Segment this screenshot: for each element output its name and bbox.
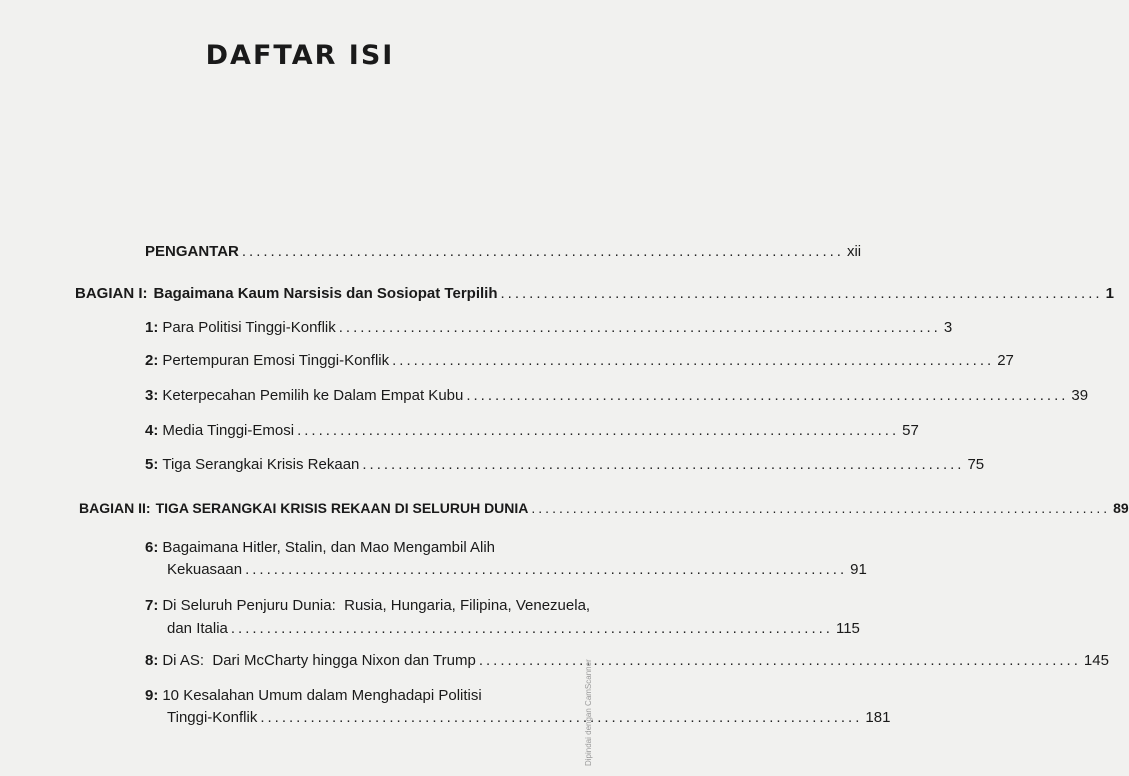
- toc-chapter-page: 75: [967, 456, 985, 473]
- toc-chapter-8[interactable]: [145, 651, 1109, 671]
- dot-leader: ....................................................................................: [230, 620, 833, 637]
- toc-entry-title: PENGANTAR: [145, 243, 239, 260]
- toc-chapter-2[interactable]: [145, 351, 1014, 371]
- toc-part-1[interactable]: [75, 284, 1114, 304]
- toc-chapter-title-cont: Tinggi-Konflik: [167, 709, 258, 726]
- toc-chapter-page: 3: [943, 319, 953, 336]
- toc-chapter-page: 145: [1083, 652, 1109, 669]
- toc-chapter-number: 5:: [145, 456, 159, 473]
- toc-chapter-title: Para Politisi Tinggi-Konflik: [162, 319, 336, 336]
- toc-chapter-3[interactable]: [145, 386, 1089, 406]
- toc-chapter-title: Tiga Serangkai Krisis Rekaan: [162, 456, 360, 473]
- toc-chapter-title: Keterpecahan Pemilih ke Dalam Empat Kubu: [162, 387, 464, 404]
- toc-chapter-number: 3:: [145, 387, 159, 404]
- toc-chapter-title: Media Tinggi-Emosi: [162, 422, 295, 439]
- dot-leader: ....................................................................................: [392, 352, 995, 369]
- dot-leader: ....................................................................................: [245, 561, 848, 578]
- toc-chapter-title-cont: dan Italia: [167, 620, 228, 637]
- toc-chapter-9[interactable]: [145, 686, 555, 706]
- toc-chapter-number: 2:: [145, 352, 159, 369]
- dot-leader: ....................................................................................: [500, 285, 1103, 302]
- toc-chapter-5[interactable]: [145, 455, 985, 475]
- toc-chapter-page: 27: [997, 352, 1014, 369]
- toc-chapter-page: 181: [865, 709, 891, 726]
- toc-chapter-7[interactable]: [145, 596, 591, 616]
- toc-part-page: 89: [1113, 500, 1129, 516]
- toc-chapter-1[interactable]: [145, 318, 953, 338]
- dot-leader: ....................................................................................: [241, 243, 844, 260]
- dot-leader: ....................................................................................: [531, 500, 1111, 516]
- dot-leader: ....................................................................................: [338, 319, 941, 336]
- toc-chapter-number: 1:: [145, 319, 159, 336]
- toc-part-number: BAGIAN II:: [79, 500, 151, 516]
- toc-chapter-6[interactable]: [145, 538, 555, 558]
- toc-chapter-title-cont: Kekuasaan: [167, 561, 243, 578]
- toc-chapter-title: 10 Kesalahan Umum dalam Menghadapi Politisi: [162, 687, 482, 704]
- dot-leader: ....................................................................................: [297, 422, 900, 439]
- toc-chapter-title: Di AS: Dari McCharty hingga Nixon dan Trump: [162, 652, 476, 669]
- toc-chapter-page: 39: [1071, 387, 1089, 404]
- toc-chapter-page: 57: [902, 422, 919, 439]
- dot-leader: ....................................................................................: [362, 456, 965, 473]
- dot-leader: ....................................................................................: [466, 387, 1069, 404]
- toc-chapter-number: 8:: [145, 652, 159, 669]
- toc-chapter-number: 9:: [145, 687, 159, 704]
- toc-chapter-number: 7:: [145, 597, 159, 614]
- toc-chapter-title: Di Seluruh Penjuru Dunia: Rusia, Hungaria, Filipina, Venezuela,: [162, 597, 591, 614]
- dot-leader: ....................................................................................: [260, 709, 863, 726]
- toc-chapter-page: 115: [835, 620, 860, 637]
- dot-leader: ....................................................................................: [478, 652, 1081, 669]
- scanner-watermark: Dipindai dengan CamScanner: [584, 659, 593, 766]
- page-title: DAFTAR ISI: [205, 40, 395, 71]
- toc-chapter-page: 91: [850, 561, 867, 578]
- toc-part-title: TIGA SERANGKAI KRISIS REKAAN DI SELURUH DUNIA: [155, 500, 529, 516]
- toc-chapter-4[interactable]: [145, 421, 919, 441]
- toc-part-page: 1: [1105, 285, 1114, 302]
- toc-chapter-number: 6:: [145, 539, 159, 556]
- toc-chapter-9-cont[interactable]: [167, 708, 891, 728]
- toc-chapter-title: Bagaimana Hitler, Stalin, dan Mao Mengambil Alih: [162, 539, 496, 556]
- toc-part-2[interactable]: [79, 498, 1129, 518]
- toc-entry-page: xii: [846, 243, 862, 260]
- toc-chapter-title: Pertempuran Emosi Tinggi-Konflik: [162, 352, 390, 369]
- toc-chapter-number: 4:: [145, 422, 159, 439]
- toc-entry-pengantar[interactable]: [145, 242, 862, 262]
- toc-chapter-6-cont[interactable]: [167, 560, 867, 580]
- toc-part-title: Bagaimana Kaum Narsisis dan Sosiopat Terpilih: [153, 285, 498, 302]
- toc-part-number: BAGIAN I:: [75, 285, 148, 302]
- toc-chapter-7-cont[interactable]: [167, 619, 860, 639]
